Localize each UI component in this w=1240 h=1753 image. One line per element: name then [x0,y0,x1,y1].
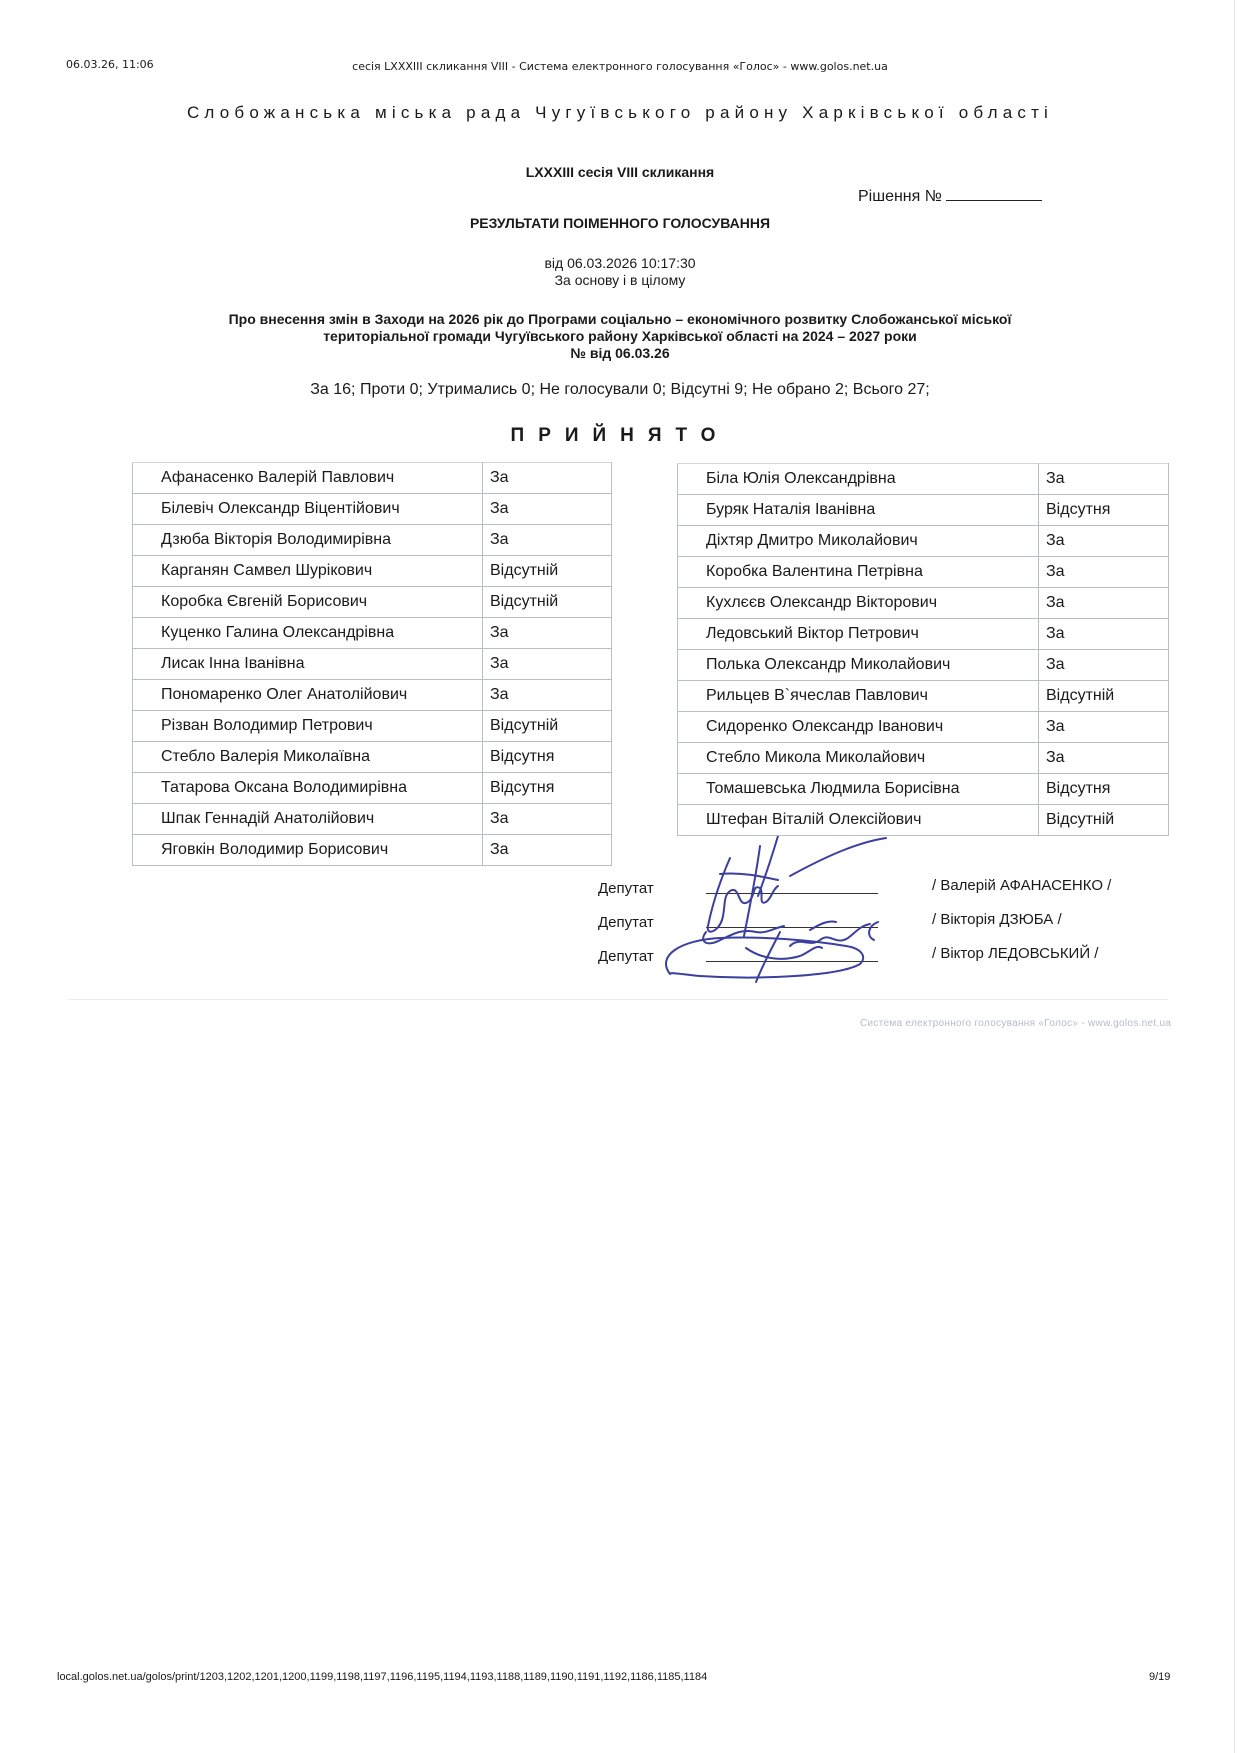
vote-value: За [1039,557,1169,588]
deputy-name: Томашевська Людмила Борисівна [678,774,1039,805]
deputy-name: Кухлєєв Олександр Вікторович [678,588,1039,619]
footer-url: local.golos.net.ua/golos/print/1203,1202,1201,1200,1199,1198,1197,1196,1195,1194,1193,1188,1189,1190,1191,1192,1186,1185,1184 [57,1671,708,1683]
signature-role: Депутат [598,948,654,965]
deputy-name: Біла Юлія Олександрівна [678,464,1039,495]
system-watermark: Система електронного голосування «Голос» - www.golos.net.ua [860,1018,1172,1029]
vote-value: За [483,494,612,525]
table-row [133,463,612,494]
vote-value: За [1039,619,1169,650]
vote-value: За [1039,464,1169,495]
table-row [133,525,612,556]
vote-value: Відсутній [1039,681,1169,712]
table-row [133,773,612,804]
table-row [678,681,1169,712]
vote-value: За [483,680,612,711]
signature-role: Депутат [598,914,654,931]
table-row [133,494,612,525]
vote-value: За [483,618,612,649]
table-row [133,649,612,680]
deputy-name: Стебло Микола Миколайович [678,743,1039,774]
table-row [678,774,1169,805]
vote-value: За [1039,650,1169,681]
table-row [133,804,612,835]
session-title: LXXXIII сесія VIII скликання [525,164,715,180]
deputy-name: Штефан Віталій Олексійович [678,805,1039,836]
deputy-name: Лисак Інна Іванівна [133,649,483,680]
outcome-label: ПРИЙНЯТО [510,425,730,446]
deputy-name: Діхтяр Дмитро Миколайович [678,526,1039,557]
vote-value: За [483,804,612,835]
table-row [678,805,1169,836]
deputy-name: Рильцев В`ячеслав Павлович [678,681,1039,712]
deputy-name: Пономаренко Олег Анатолійович [133,680,483,711]
table-row [133,742,612,773]
vote-date: від 06.03.2026 10:17:30 [544,255,696,271]
subject-line: Про внесення змін в Заходи на 2026 рік до Програми соціально – економічного розвитку Слобожанської міської [228,311,1012,327]
vote-value: За [1039,588,1169,619]
table-row [678,650,1169,681]
vote-value: За [483,525,612,556]
vote-value: Відсутній [483,556,612,587]
decision-number [858,186,1042,206]
signature-name: / Вікторія ДЗЮБА / [932,911,1062,928]
deputy-name: Білевіч Олександр Віцентійович [133,494,483,525]
print-header-title: сесія LXXXIII скликання VIII - Система електронного голосування «Голос» - www.golos.net.ua [352,60,888,73]
vote-value: За [1039,526,1169,557]
deputy-name: Куценко Галина Олександрівна [133,618,483,649]
table-row [133,680,612,711]
votes-table-left [132,462,612,866]
vote-value: За [1039,743,1169,774]
vote-basis: За основу і в цілому [554,272,686,288]
deputy-name: Полька Олександр Миколайович [678,650,1039,681]
page-number: 9/19 [1149,1671,1171,1683]
deputy-name: Яговкін Володимир Борисович [133,835,483,866]
deputy-name: Коробка Євгеній Борисович [133,587,483,618]
table-row [678,743,1169,774]
deputy-name: Сидоренко Олександр Іванович [678,712,1039,743]
table-row [678,464,1169,495]
handwritten-signatures [660,836,920,986]
deputy-name: Афанасенко Валерій Павлович [133,463,483,494]
deputy-name: Стебло Валерія Миколаївна [133,742,483,773]
signature-name: / Віктор ЛЕДОВСЬКИЙ / [932,945,1099,962]
deputy-name: Ледовський Віктор Петрович [678,619,1039,650]
subject-line: № від 06.03.26 [570,345,670,361]
table-row [133,835,612,866]
table-row [678,588,1169,619]
resolution-subject [150,311,1090,362]
decision-number-blank [946,186,1042,201]
table-row [678,557,1169,588]
deputy-name: Буряк Наталія Іванівна [678,495,1039,526]
table-row [133,711,612,742]
table-row [678,495,1169,526]
deputy-name: Різван Володимир Петрович [133,711,483,742]
signature-role: Депутат [598,880,654,897]
table-row [678,619,1169,650]
vote-value: Відсутній [483,711,612,742]
vote-value: Відсутня [1039,495,1169,526]
table-row [678,526,1169,557]
deputy-name: Дзюба Вікторія Володимирівна [133,525,483,556]
table-row [678,712,1169,743]
decision-label: Рішення № [858,188,942,205]
results-title: РЕЗУЛЬТАТИ ПОІМЕННОГО ГОЛОСУВАННЯ [469,215,771,231]
vote-value: За [483,649,612,680]
table-row [133,587,612,618]
vote-value: Відсутній [1039,805,1169,836]
deputy-name: Коробка Валентина Петрівна [678,557,1039,588]
vote-value: Відсутня [483,742,612,773]
vote-value: За [1039,712,1169,743]
vote-value: Відсутній [483,587,612,618]
page-divider [68,999,1168,1000]
signature-name: / Валерій АФАНАСЕНКО / [932,877,1112,894]
council-name: Слобожанська міська рада Чугуївського району Харківської області [186,103,1054,122]
votes-table-right [677,463,1169,836]
vote-value: Відсутня [483,773,612,804]
table-row [133,556,612,587]
table-row [133,618,612,649]
vote-value: За [483,835,612,866]
vote-value: За [483,463,612,494]
vote-totals: За 16; Проти 0; Утримались 0; Не голосували 0; Відсутні 9; Не обрано 2; Всього 27; [310,381,930,398]
deputy-name: Татарова Оксана Володимирівна [133,773,483,804]
vote-value: Відсутня [1039,774,1169,805]
print-datetime: 06.03.26, 11:06 [66,58,154,71]
subject-line: територіальної громади Чугуївського району Харківської області на 2024 – 2027 роки [323,328,917,344]
deputy-name: Карганян Самвел Шурікович [133,556,483,587]
deputy-name: Шпак Геннадій Анатолійович [133,804,483,835]
